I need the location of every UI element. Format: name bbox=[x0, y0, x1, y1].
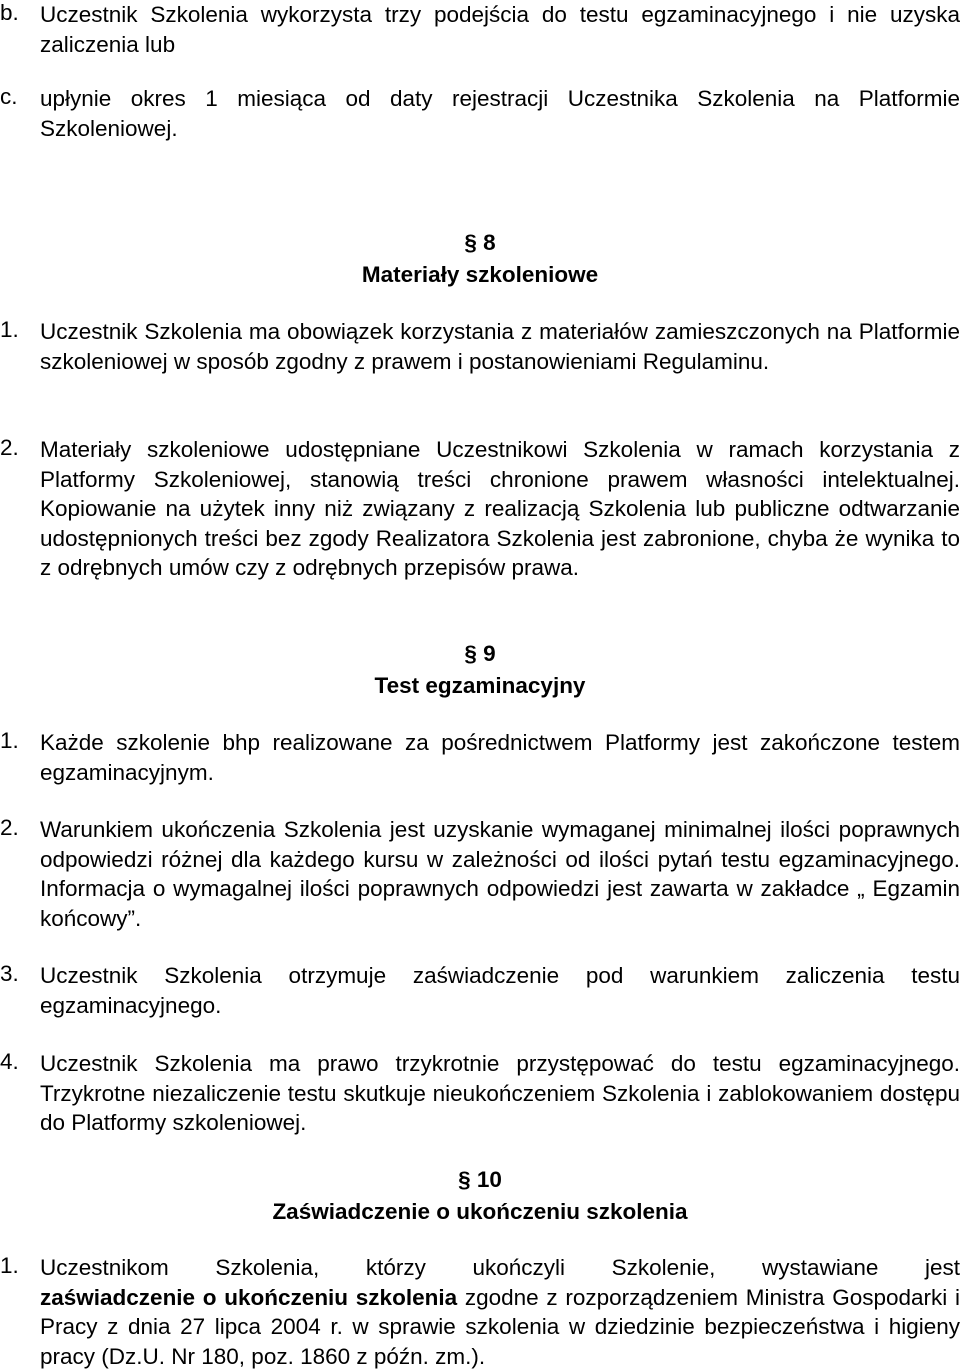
item-marker: 2. bbox=[0, 435, 19, 460]
paragraph-symbol: § bbox=[464, 641, 477, 666]
section-8-heading bbox=[0, 227, 960, 291]
item-text: Uczestnik Szkolenia wykorzysta trzy podejścia do testu egzaminacyjnego i nie uzyska zaliczenia lub bbox=[40, 2, 960, 57]
item-marker: 3. bbox=[0, 961, 19, 986]
item-text bbox=[40, 1253, 960, 1371]
item-text: Uczestnik Szkolenia ma prawo trzykrotnie przystępować do testu egzaminacyjnego. Trzykrotne niezaliczenie testu skutkuje nieukończeniem Szkolenia i zablokowaniem dostępu do Platformy szkoleniowej. bbox=[40, 1051, 960, 1135]
item-marker: b. bbox=[0, 0, 19, 25]
bold-emphasis: zaświadczenie o ukończeniu szkolenia bbox=[40, 1284, 458, 1310]
section-number: § 10 bbox=[458, 1167, 502, 1192]
item-marker: 1. bbox=[0, 728, 19, 753]
item-marker: 2. bbox=[0, 815, 19, 840]
item-text: Uczestnik Szkolenia ma obowiązek korzystania z materiałów zamieszczonych na Platformie szkoleniowej w sposób zgodny z prawem i postanowieniami Regulaminu. bbox=[40, 319, 960, 374]
paragraph-symbol: § bbox=[464, 230, 477, 255]
item-text: Warunkiem ukończenia Szkolenia jest uzyskanie wymaganej minimalnej ilości poprawnych odpowiedzi różnej dla każdego kursu w zależności od ilości pytań testu egzaminacyjnego. Informacja o wymagalnej ilości poprawnych odpowiedzi jest zawarta w zakładce „ Egzamin końcowy”. bbox=[40, 817, 960, 931]
item-marker: 4. bbox=[0, 1049, 19, 1074]
item-marker: c. bbox=[0, 84, 18, 109]
section-title: Materiały szkoleniowe bbox=[361, 262, 599, 287]
item-text-rest bbox=[40, 1283, 960, 1371]
section-10-heading bbox=[0, 1164, 960, 1228]
section-title: Zaświadczenie o ukończeniu szkolenia bbox=[272, 1199, 688, 1224]
section-9-heading bbox=[0, 638, 960, 702]
paragraph-symbol: § bbox=[458, 1167, 471, 1192]
item-marker: 1. bbox=[0, 1253, 19, 1278]
section-title: Test egzaminacyjny bbox=[374, 673, 586, 698]
item-text: Uczestnik Szkolenia otrzymuje zaświadczenie pod warunkiem zaliczenia testu egzaminacyjnego. bbox=[40, 963, 960, 1018]
item-text: Każde szkolenie bhp realizowane za pośrednictwem Platformy jest zakończone testem egzaminacyjnym. bbox=[40, 730, 960, 785]
item-text: upłynie okres 1 miesiąca od daty rejestracji Uczestnika Szkolenia na Platformie Szkoleniowej. bbox=[40, 86, 960, 141]
item-text-first-line: Uczestnikom Szkolenia, którzy ukończyli Szkolenie, wystawiane jest bbox=[40, 1255, 960, 1280]
item-marker: 1. bbox=[0, 317, 19, 342]
section-number: § 8 bbox=[464, 230, 496, 255]
item-text-tail: zgodne z rozporządzeniem Ministra Gospodarki i Pracy z dnia 27 lipca 2004 r. w sprawie szkolenia w dziedzinie bezpieczeństwa i higieny pracy (Dz.U. Nr 180, poz. 1860 z późn. zm.). bbox=[40, 1284, 960, 1369]
section-number: § 9 bbox=[464, 641, 496, 666]
item-text: Materiały szkoleniowe udostępniane Uczestnikowi Szkolenia w ramach korzystania z Platformy Szkoleniowej, stanowią treści chronione prawem własności intelektualnej. Kopiowanie na użytek inny niż związany z realizacją Szkolenia lub publiczne odtwarzanie udostępnionych treści bez zgody Realizatora Szkolenia jest zabronione, chyba że wynika to z odrębnych umów czy z odrębnych przepisów prawa. bbox=[40, 437, 960, 580]
